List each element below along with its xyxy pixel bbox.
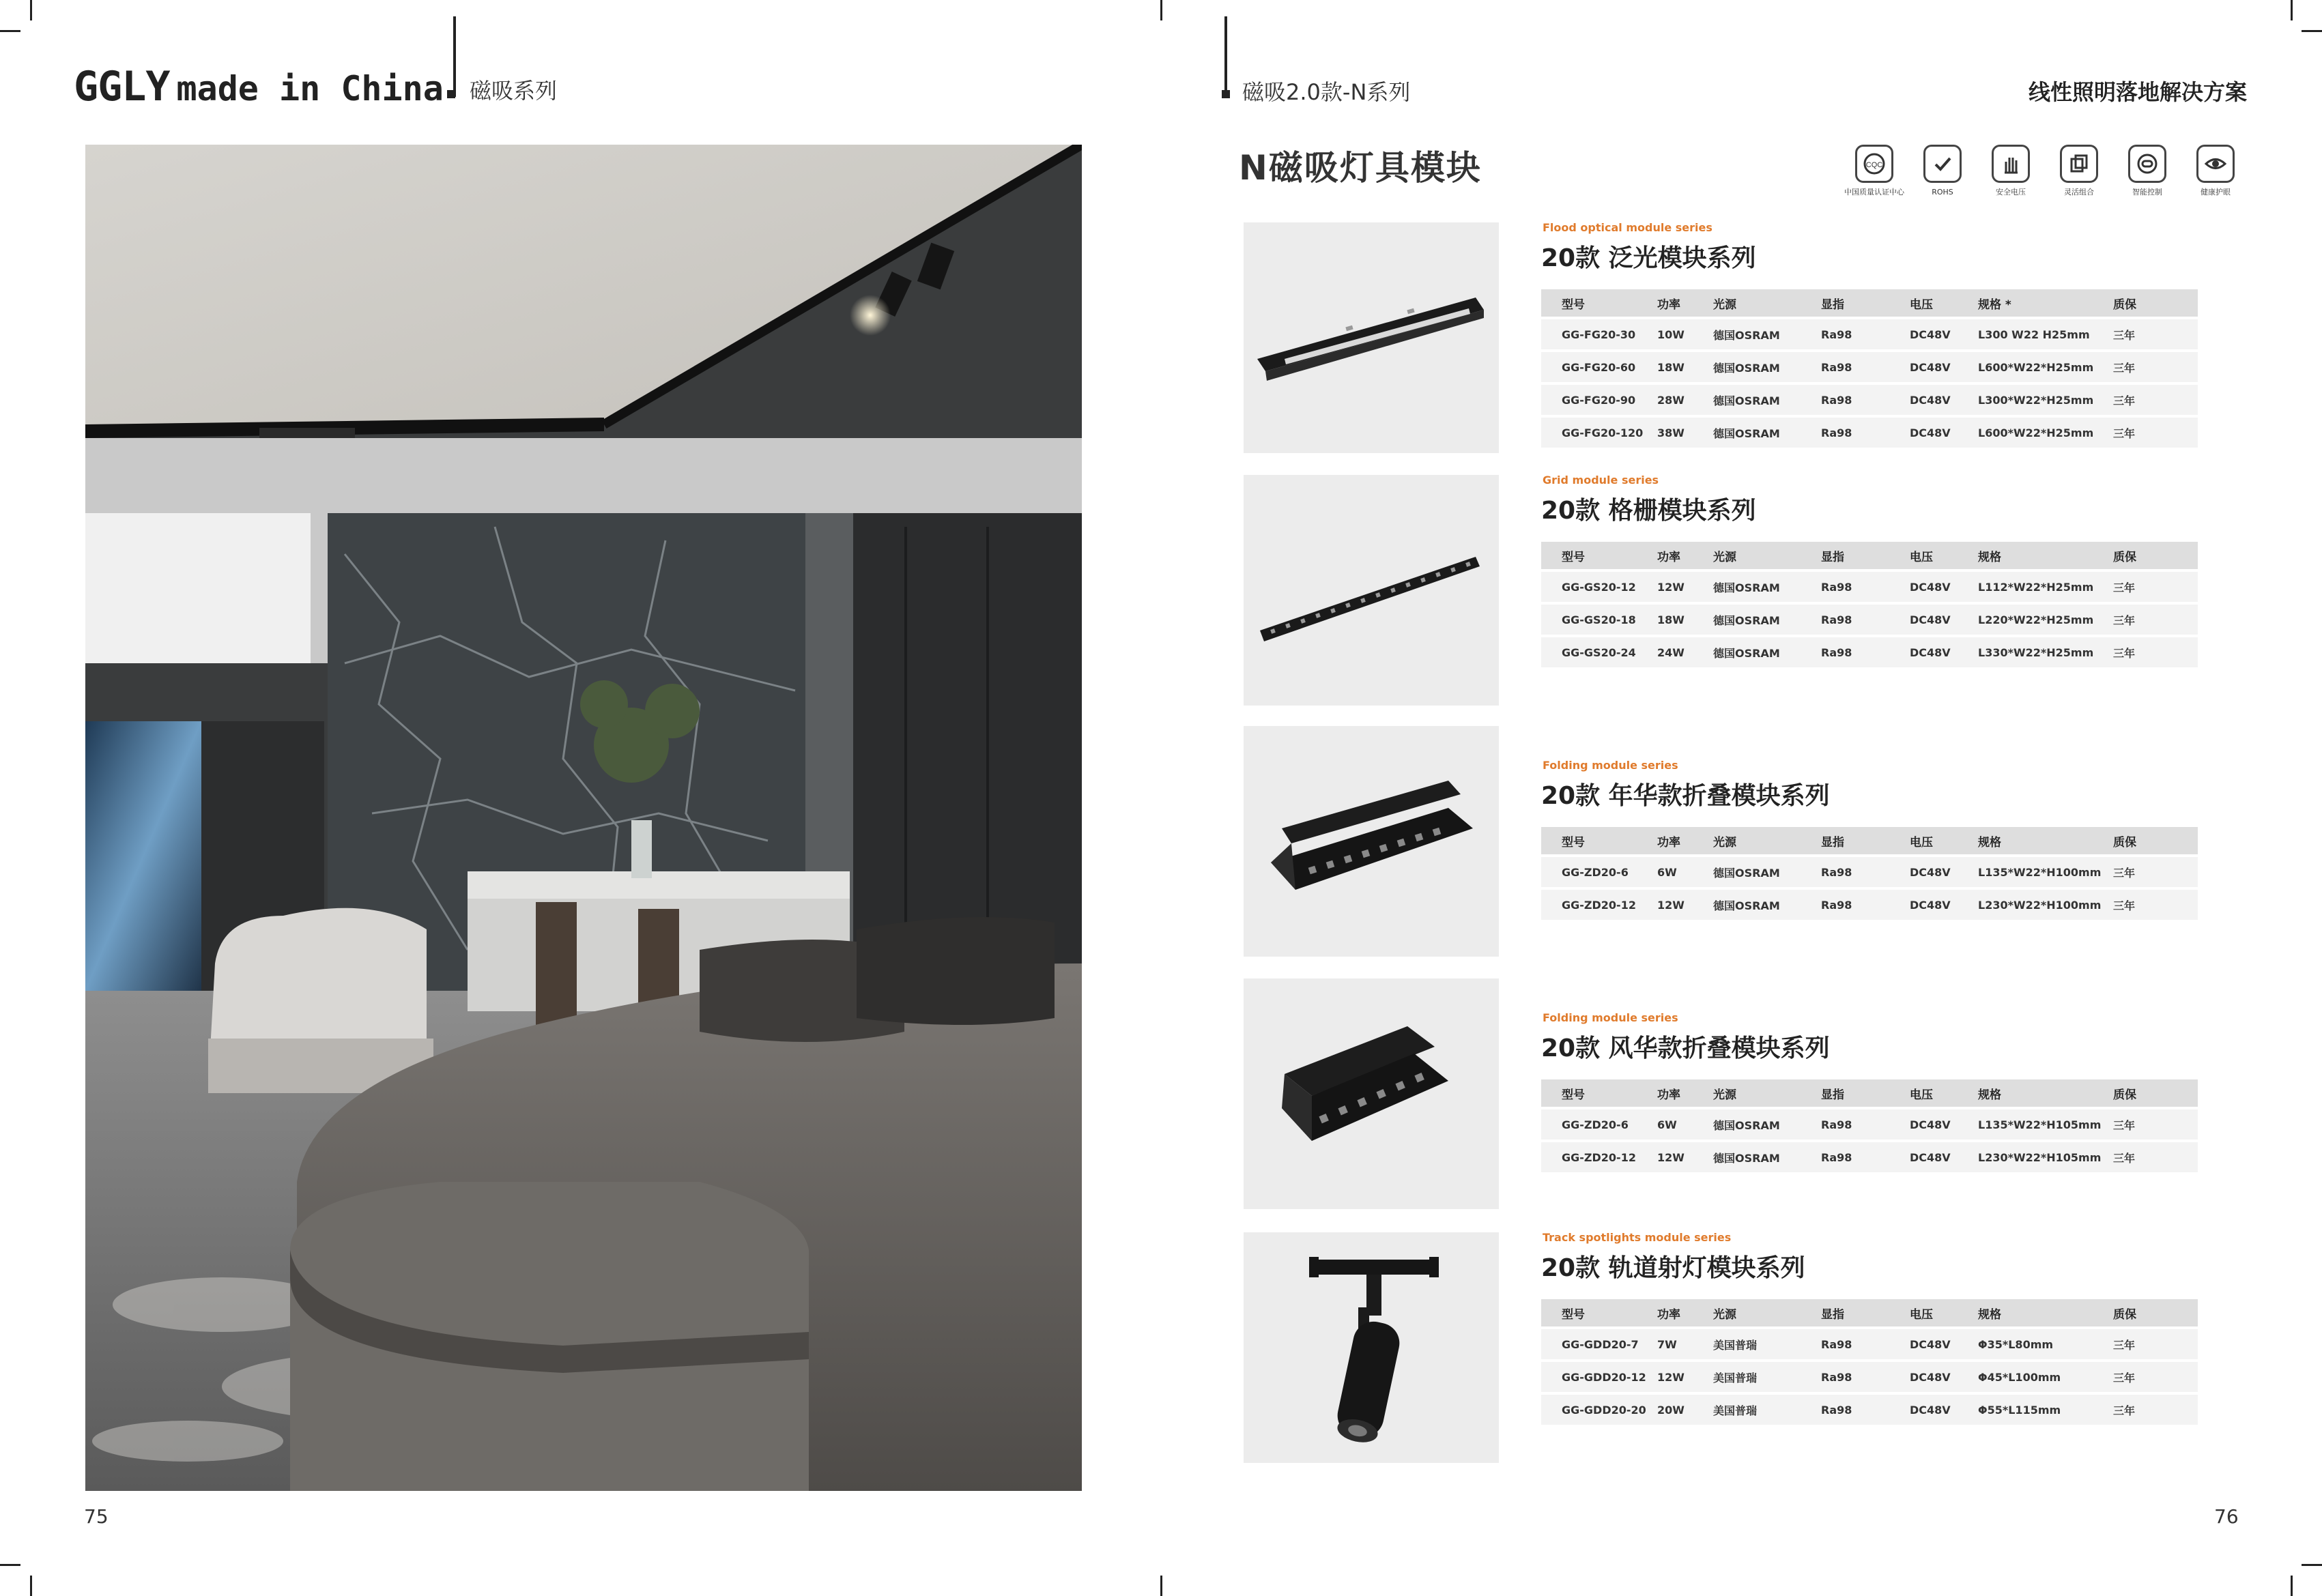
cell-power: 6W [1657,1109,1713,1140]
table-row [1541,1395,2198,1425]
cell-voltage: DC48V [1910,1142,1978,1172]
cell-light-source: 德国OSRAM [1713,890,1821,920]
col-power: 功率 [1657,542,1713,569]
col-light-source: 光源 [1713,1079,1821,1107]
cert-safe-voltage [1979,145,2042,197]
cell-cri: Ra98 [1821,418,1910,448]
section-en-title: Grid module series [1543,474,1659,487]
cell-voltage: DC48V [1910,319,1978,349]
cell-voltage: DC48V [1910,1329,1978,1359]
cert-label: ROHS [1932,188,1953,197]
cell-warranty: 三年 [2113,605,2198,635]
col-voltage: 电压 [1910,289,1978,317]
table-header-row [1541,827,2198,854]
cell-light-source: 德国OSRAM [1713,572,1821,602]
product-image-track-spotlight [1244,1232,1499,1463]
cell-power: 12W [1657,1362,1713,1392]
col-cri: 显指 [1821,1299,1910,1326]
table-header-row [1541,289,2198,317]
col-power: 功率 [1657,1299,1713,1326]
cell-light-source: 德国OSRAM [1713,418,1821,448]
col-light-source: 光源 [1713,542,1821,569]
cell-light-source: 德国OSRAM [1713,857,1821,887]
cell-cri: Ra98 [1821,1329,1910,1359]
crop-mark [2302,1564,2322,1566]
col-warranty: 质保 [2113,542,2198,569]
cell-voltage: DC48V [1910,890,1978,920]
cert-eye-care [2184,145,2247,197]
cell-power: 12W [1657,1142,1713,1172]
col-power: 功率 [1657,827,1713,854]
cell-warranty: 三年 [2113,1109,2198,1140]
cqc-icon [1855,145,1893,183]
cell-power: 28W [1657,385,1713,415]
cell-model: GG-GDD20-7 [1541,1329,1657,1359]
right-series-label: 磁吸2.0款-N系列 [1242,79,1411,105]
grid-module-icon [1244,475,1499,706]
slogan: 线性照明落地解决方案 [2029,79,2248,105]
col-model: 型号 [1541,1079,1657,1107]
table-row [1541,1329,2198,1359]
cert-label: 安全电压 [1996,188,2026,197]
cell-warranty: 三年 [2113,418,2198,448]
page-number-right: 76 [2214,1505,2239,1528]
table-row [1541,637,2198,667]
cell-spec: L300 W22 H25mm [1978,319,2113,349]
cell-spec: Φ35*L80mm [1978,1329,2113,1359]
cell-spec: L112*W22*H25mm [1978,572,2113,602]
cell-model: GG-FG20-90 [1541,385,1657,415]
section-cn-title: 20款 轨道射灯模块系列 [1541,1254,1805,1282]
cell-light-source: 德国OSRAM [1713,637,1821,667]
cell-light-source: 德国OSRAM [1713,319,1821,349]
cert-label: 灵活组合 [2064,188,2094,197]
cell-light-source: 德国OSRAM [1713,1109,1821,1140]
cell-cri: Ra98 [1821,352,1910,382]
cell-voltage: DC48V [1910,637,1978,667]
col-warranty: 质保 [2113,289,2198,317]
col-warranty: 质保 [2113,827,2198,854]
cert-rohs [1911,145,1974,197]
col-spec: 规格 [1978,542,2113,569]
track-spotlight-icon [1244,1232,1499,1463]
spec-table-track-spotlight [1541,1296,2198,1427]
section-cn-title: 20款 格栅模块系列 [1541,497,1756,525]
cell-light-source: 美国普瑞 [1713,1329,1821,1359]
crop-mark [2302,30,2322,32]
col-voltage: 电压 [1910,827,1978,854]
cell-power: 18W [1657,352,1713,382]
cell-light-source: 美国普瑞 [1713,1395,1821,1425]
cell-voltage: DC48V [1910,385,1978,415]
cert-label: 健康护眼 [2201,188,2231,197]
spec-table-grid [1541,539,2198,670]
cell-power: 12W [1657,890,1713,920]
product-image-folding-nianhua [1244,726,1499,957]
cell-power: 18W [1657,605,1713,635]
cell-power: 6W [1657,857,1713,887]
col-cri: 显指 [1821,827,1910,854]
table-row [1541,890,2198,920]
cell-spec: L135*W22*H105mm [1978,1109,2113,1140]
cell-model: GG-ZD20-6 [1541,857,1657,887]
cell-spec: L135*W22*H100mm [1978,857,2113,887]
cert-smart-control [2116,145,2179,197]
cell-warranty: 三年 [2113,385,2198,415]
cell-cri: Ra98 [1821,572,1910,602]
cell-model: GG-ZD20-6 [1541,1109,1657,1140]
crop-mark [30,0,32,20]
crop-mark [0,1564,20,1566]
cell-power: 20W [1657,1395,1713,1425]
col-model: 型号 [1541,827,1657,854]
cell-spec: Φ55*L115mm [1978,1395,2113,1425]
crop-mark [1160,0,1162,20]
hand-icon [1992,145,2030,183]
col-model: 型号 [1541,289,1657,317]
cell-light-source: 德国OSRAM [1713,605,1821,635]
section-en-title: Folding module series [1543,759,1678,772]
col-light-source: 光源 [1713,1299,1821,1326]
cell-voltage: DC48V [1910,1109,1978,1140]
cell-model: GG-GS20-12 [1541,572,1657,602]
cell-power: 38W [1657,418,1713,448]
interior-photo [85,145,1082,1491]
col-spec: 规格 [1978,1079,2113,1107]
col-power: 功率 [1657,1079,1713,1107]
product-image-folding-fenghua [1244,978,1499,1209]
cell-warranty: 三年 [2113,319,2198,349]
cell-light-source: 德国OSRAM [1713,385,1821,415]
cell-cri: Ra98 [1821,1395,1910,1425]
cell-model: GG-FG20-120 [1541,418,1657,448]
cert-cqc [1843,145,1906,197]
section-en-title: Folding module series [1543,1011,1678,1024]
section-cn-title: 20款 泛光模块系列 [1541,244,1756,272]
layers-icon [2060,145,2098,183]
cell-cri: Ra98 [1821,890,1910,920]
table-row [1541,319,2198,349]
cell-cri: Ra98 [1821,857,1910,887]
crop-mark [2291,1576,2293,1596]
cert-label: 中国质量认证中心 [1844,188,1904,197]
spec-table-flood [1541,287,2198,450]
cell-voltage: DC48V [1910,1362,1978,1392]
brand-suffix: made in China [176,69,444,108]
product-image-flood [1244,222,1499,453]
page-title: N磁吸灯具模块 [1239,148,1482,188]
col-voltage: 电压 [1910,1299,1978,1326]
table-row [1541,418,2198,448]
header-dot [1222,90,1230,98]
folding-module-icon [1244,978,1499,1209]
crop-mark [2291,0,2293,20]
col-cri: 显指 [1821,289,1910,317]
table-header-row [1541,1079,2198,1107]
table-row [1541,385,2198,415]
col-warranty: 质保 [2113,1079,2198,1107]
cell-warranty: 三年 [2113,637,2198,667]
cell-spec: L600*W22*H25mm [1978,352,2113,382]
col-spec: 规格 * [1978,289,2113,317]
header-rule [453,16,456,97]
table-row [1541,1142,2198,1172]
col-voltage: 电压 [1910,1079,1978,1107]
table-row [1541,352,2198,382]
col-model: 型号 [1541,542,1657,569]
table-row [1541,572,2198,602]
table-header-row [1541,542,2198,569]
col-power: 功率 [1657,289,1713,317]
cell-power: 12W [1657,572,1713,602]
cell-cri: Ra98 [1821,605,1910,635]
cell-model: GG-GS20-18 [1541,605,1657,635]
product-image-grid [1244,475,1499,706]
table-row [1541,1362,2198,1392]
cell-model: GG-GDD20-12 [1541,1362,1657,1392]
cell-cri: Ra98 [1821,1109,1910,1140]
col-spec: 规格 [1978,827,2113,854]
cell-light-source: 美国普瑞 [1713,1362,1821,1392]
cell-power: 10W [1657,319,1713,349]
cell-cri: Ra98 [1821,1142,1910,1172]
col-light-source: 光源 [1713,827,1821,854]
table-row [1541,1109,2198,1140]
brand-logo [74,63,444,111]
header-rule [1224,16,1227,90]
cell-power: 7W [1657,1329,1713,1359]
cell-spec: L300*W22*H25mm [1978,385,2113,415]
page-number-left: 75 [84,1505,109,1528]
cell-model: GG-ZD20-12 [1541,890,1657,920]
cell-spec: L230*W22*H100mm [1978,890,2113,920]
col-spec: 规格 [1978,1299,2113,1326]
cell-warranty: 三年 [2113,352,2198,382]
cert-label: 智能控制 [2132,188,2162,197]
cell-model: GG-ZD20-12 [1541,1142,1657,1172]
cell-spec: L220*W22*H25mm [1978,605,2113,635]
cell-model: GG-GDD20-20 [1541,1395,1657,1425]
table-header-row [1541,1299,2198,1326]
interior-scene-illustration [85,145,1082,1491]
cell-model: GG-FG20-60 [1541,352,1657,382]
col-light-source: 光源 [1713,289,1821,317]
smart-control-icon [2128,145,2166,183]
cell-warranty: 三年 [2113,1142,2198,1172]
col-cri: 显指 [1821,542,1910,569]
col-model: 型号 [1541,1299,1657,1326]
col-warranty: 质保 [2113,1299,2198,1326]
cert-combination [2048,145,2110,197]
section-cn-title: 20款 年华款折叠模块系列 [1541,782,1830,810]
cell-model: GG-GS20-24 [1541,637,1657,667]
cell-voltage: DC48V [1910,605,1978,635]
cell-light-source: 德国OSRAM [1713,352,1821,382]
cell-cri: Ra98 [1821,385,1910,415]
folding-module-icon [1244,726,1499,957]
cell-voltage: DC48V [1910,857,1978,887]
section-en-title: Flood optical module series [1543,221,1712,234]
cell-power: 24W [1657,637,1713,667]
section-en-title: Track spotlights module series [1543,1231,1732,1244]
spec-table-folding-nianhua [1541,824,2198,923]
cell-cri: Ra98 [1821,637,1910,667]
cell-warranty: 三年 [2113,1362,2198,1392]
cell-cri: Ra98 [1821,319,1910,349]
cell-warranty: 三年 [2113,1395,2198,1425]
linear-flood-module-icon [1244,222,1499,453]
cell-voltage: DC48V [1910,418,1978,448]
cell-warranty: 三年 [2113,890,2198,920]
left-series-label: 磁吸系列 [470,78,558,104]
cell-voltage: DC48V [1910,352,1978,382]
crop-mark [1160,1576,1162,1596]
cell-spec: L330*W22*H25mm [1978,637,2113,667]
svg-text:CQC: CQC [1865,161,1883,169]
cell-spec: Φ45*L100mm [1978,1362,2113,1392]
crop-mark [0,30,20,32]
cell-light-source: 德国OSRAM [1713,1142,1821,1172]
eye-icon [2196,145,2235,183]
table-row [1541,857,2198,887]
table-row [1541,605,2198,635]
cell-voltage: DC48V [1910,572,1978,602]
section-cn-title: 20款 风华款折叠模块系列 [1541,1034,1830,1062]
cell-voltage: DC48V [1910,1395,1978,1425]
cell-spec: L230*W22*H105mm [1978,1142,2113,1172]
col-voltage: 电压 [1910,542,1978,569]
cell-warranty: 三年 [2113,857,2198,887]
rohs-check-icon [1923,145,1962,183]
col-cri: 显指 [1821,1079,1910,1107]
cell-warranty: 三年 [2113,572,2198,602]
cell-spec: L600*W22*H25mm [1978,418,2113,448]
cell-cri: Ra98 [1821,1362,1910,1392]
spec-table-folding-fenghua [1541,1077,2198,1175]
brand-name: GGLY [74,63,170,111]
crop-mark [30,1576,32,1596]
cell-warranty: 三年 [2113,1329,2198,1359]
cell-model: GG-FG20-30 [1541,319,1657,349]
